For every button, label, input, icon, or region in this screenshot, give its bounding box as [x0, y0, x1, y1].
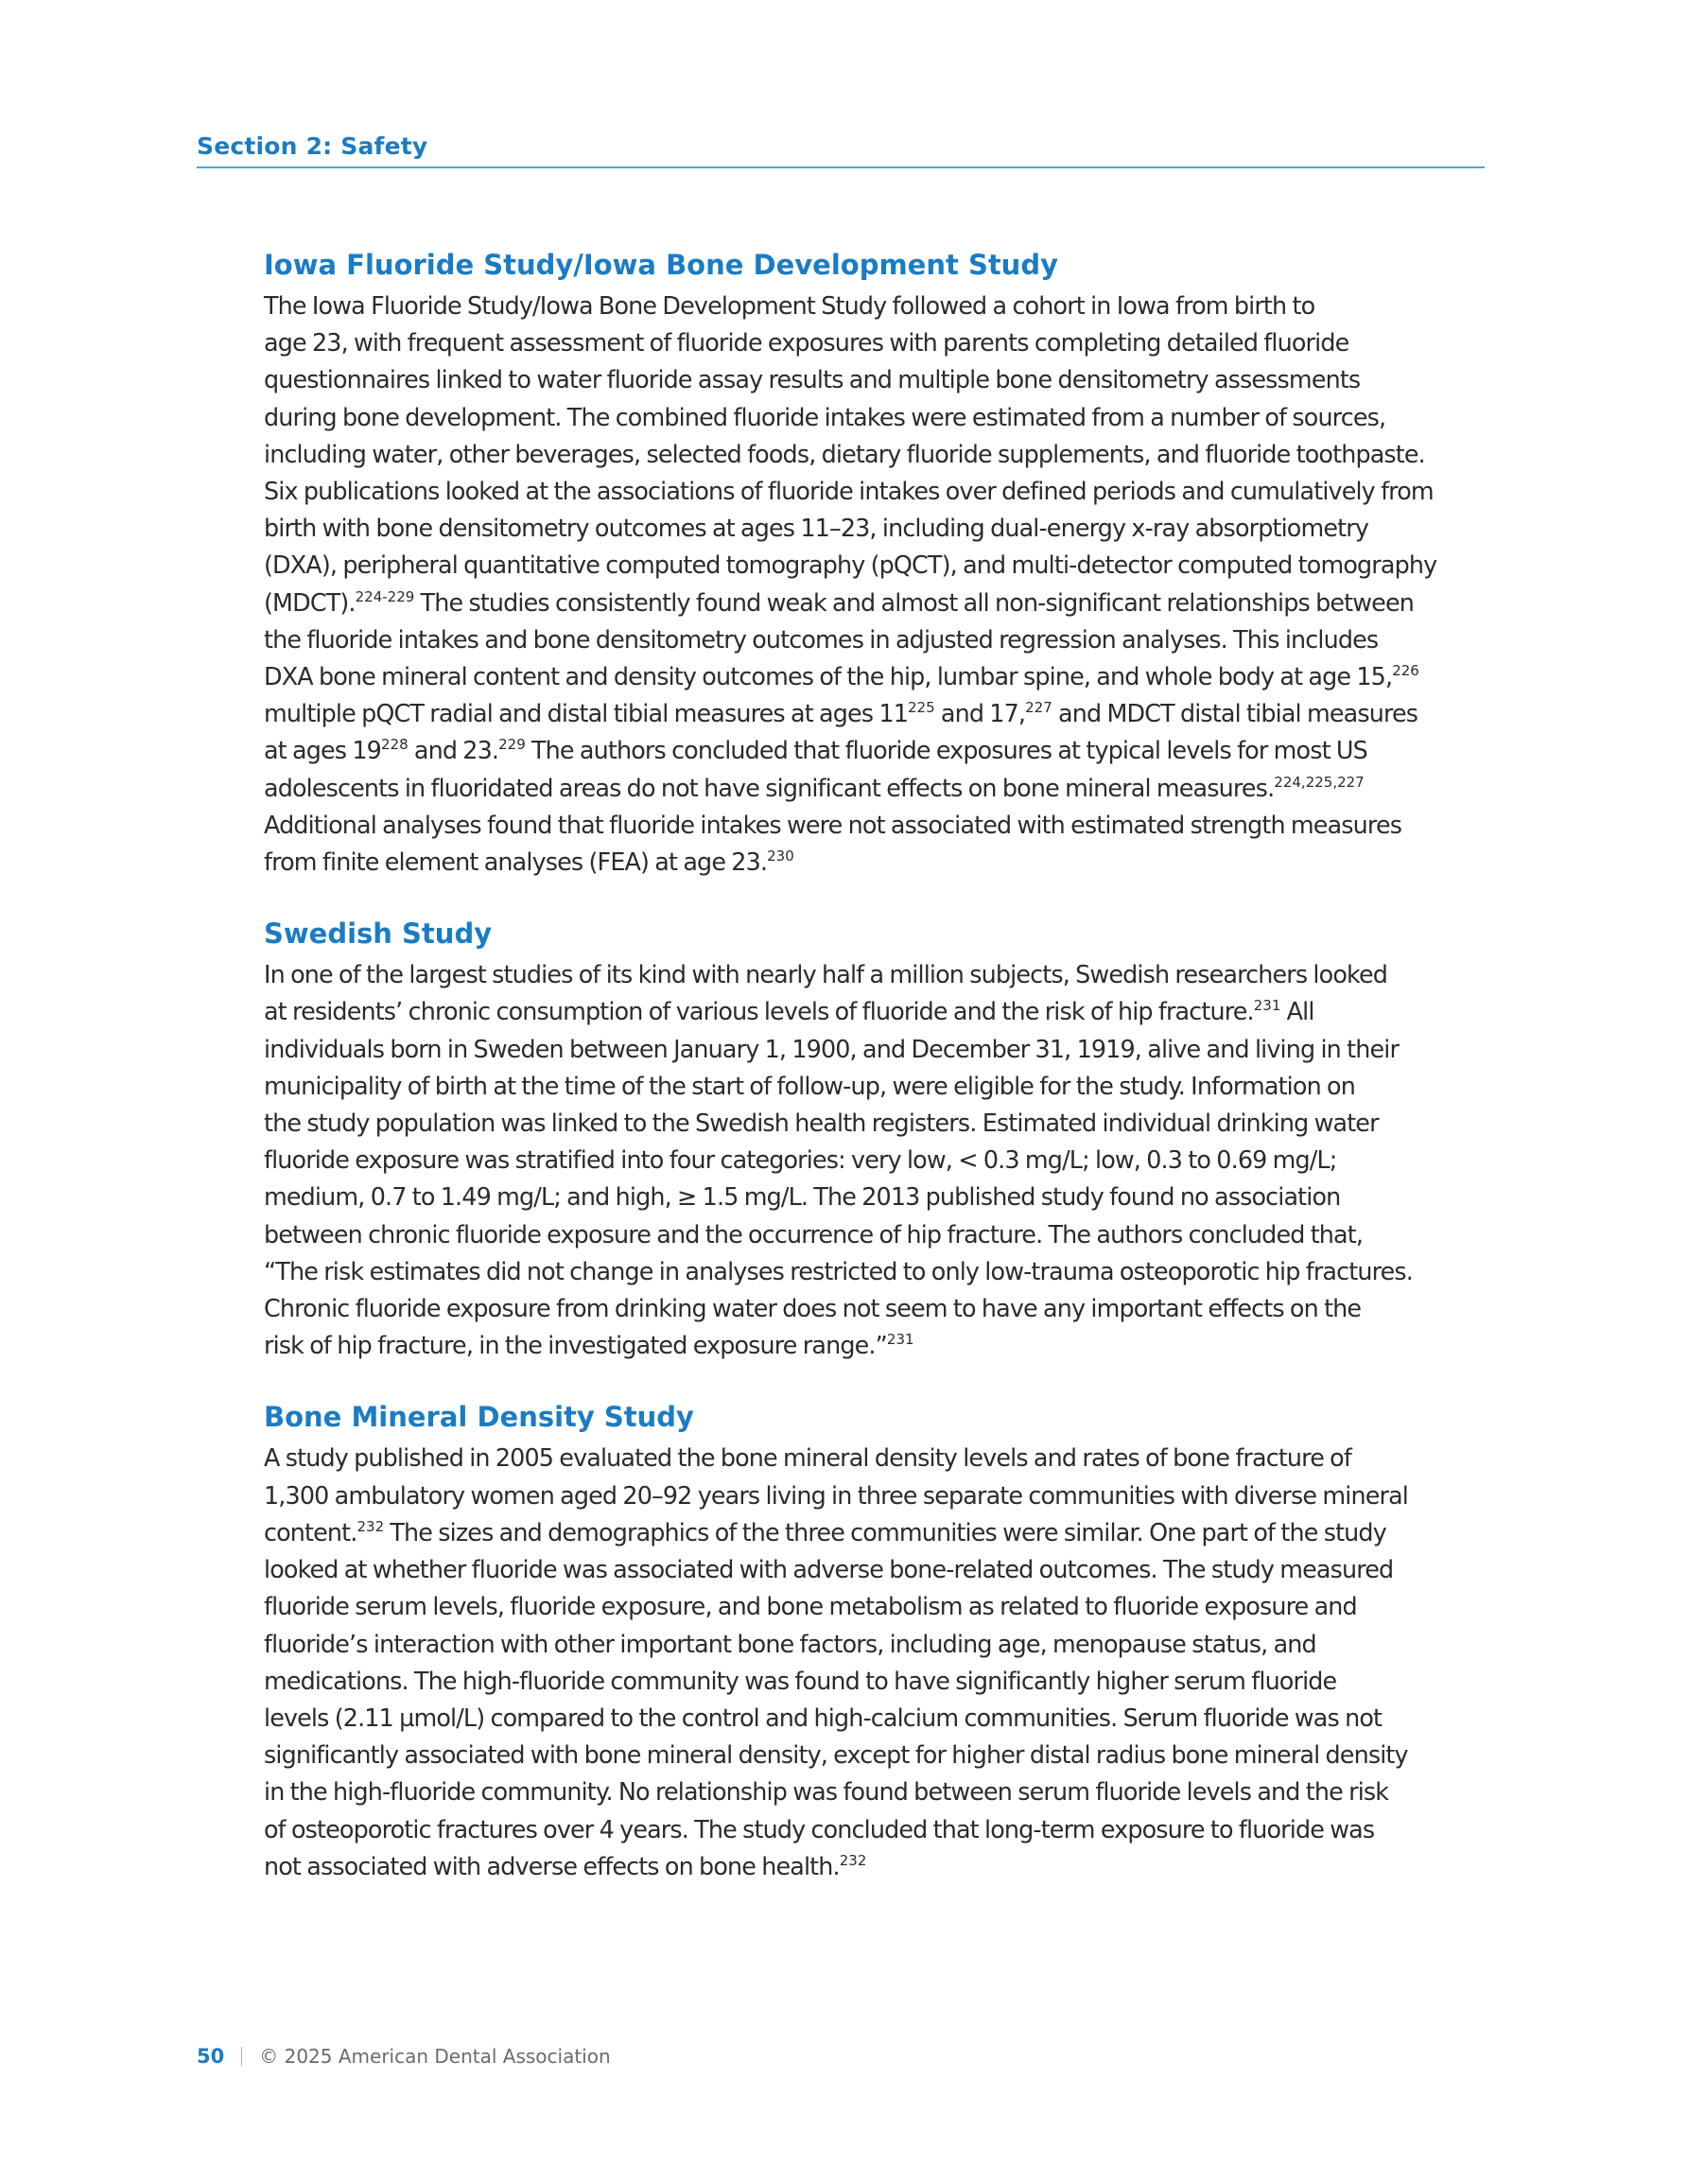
text-line: at ages $19^{228}$ and 23.$^{229}$ The authors concluded that fluoride exposures at typical levels for most US: [264, 736, 1367, 765]
citation-superscript: 232: [357, 1517, 385, 1535]
text-line: “The risk estimates did not change in analyses restricted to only low-trauma osteoporotic hip fractures.: [264, 1256, 1413, 1285]
text-line: DXA bone mineral content and density outcomes of the hip, lumbar spine, and whole body at age 15,$^{226}$: [264, 662, 1419, 691]
main-content: [264, 246, 1493, 1919]
text-line: Additional analyses found that fluoride intakes were not associated with estimated strength measures: [264, 810, 1402, 839]
footer-divider: [241, 2047, 242, 2066]
text-line: (MDCT).$^{224-229}$ The studies consistently found weak and almost all non-significant relationships between: [264, 587, 1414, 617]
text-line: In one of the largest studies of its kind with nearly half a million subjects, Swedish researchers looked: [264, 960, 1387, 989]
section-body: [264, 1440, 1493, 1884]
section-heading: Bone Mineral Density Study: [264, 1401, 694, 1434]
section-bone-mineral-density-study: [264, 1398, 1493, 1884]
text-line: looked at whether fluoride was associated with adverse bone-related outcomes. The study measured: [264, 1555, 1394, 1584]
text-line: fluoride serum levels, fluoride exposure, and bone metabolism as related to fluoride exposure and: [264, 1592, 1357, 1621]
citation-superscript: 227: [1025, 699, 1052, 717]
text-line: of osteoporotic fractures over 4 years. The study concluded that long-term exposure to fluoride was: [264, 1814, 1375, 1843]
text-line: at residents’ chronic consumption of various levels of fluoride and the risk of hip fracture.$^{231}$ All: [264, 997, 1314, 1026]
header-divider: [197, 166, 1485, 168]
section-body: [264, 956, 1493, 1364]
section-swedish-study: [264, 915, 1493, 1364]
section-heading: Iowa Fluoride Study/Iowa Bone Development Study: [264, 249, 1058, 281]
text-line: individuals born in Sweden between January 1, 1900, and December 31, 1919, alive and living in their: [264, 1034, 1400, 1063]
text-line: levels (2.11 µmol/L) compared to the control and high-calcium communities. Serum fluoride was not: [264, 1703, 1383, 1732]
text-line: significantly associated with bone mineral density, except for higher distal radius bone mineral density: [264, 1740, 1408, 1770]
section-header: Section 2: Safety: [197, 132, 428, 160]
text-line: from finite element analyses (FEA) at age 23.$^{230}$: [264, 847, 794, 877]
citation-superscript: 228: [381, 736, 409, 754]
section-body: [264, 288, 1493, 881]
text-line: not associated with adverse effects on bone health.$^{232}$: [264, 1851, 867, 1880]
text-line: Chronic fluoride exposure from drinking water does not seem to have any important effects on the: [264, 1294, 1362, 1323]
text-line: multiple pQCT radial and distal tibial measures at ages $11^{225}$ and 17,$^{227}$ and MDCT distal tibial measures: [264, 699, 1418, 728]
text-line: birth with bone densitometry outcomes at ages 11–23, including dual-energy x-ray absorptiometry: [264, 514, 1369, 543]
citation-superscript: 231: [1253, 997, 1281, 1015]
text-line: in the high-fluoride community. No relationship was found between serum fluoride levels and the risk: [264, 1777, 1389, 1807]
section-heading: Swedish Study: [264, 917, 493, 951]
page-footer: [197, 2045, 611, 2068]
text-line: The Iowa Fluoride Study/Iowa Bone Development Study followed a cohort in Iowa from birth to: [264, 291, 1315, 320]
text-line: 1,300 ambulatory women aged 20–92 years living in three separate communities with diverse mineral: [264, 1480, 1408, 1510]
citation-superscript: 225: [908, 699, 935, 717]
citation-superscript: 224-229: [355, 587, 415, 605]
text-line: the study population was linked to the Swedish health registers. Estimated individual drinking water: [264, 1109, 1379, 1138]
text-line: A study published in 2005 evaluated the bone mineral density levels and rates of bone fracture of: [264, 1443, 1351, 1473]
text-line: including water, other beverages, selected foods, dietary fluoride supplements, and fluoride toothpaste.: [264, 439, 1425, 468]
text-line: risk of hip fracture, in the investigated exposure range.”$^{231}$: [264, 1331, 914, 1360]
text-line: between chronic fluoride exposure and the occurrence of hip fracture. The authors concluded that,: [264, 1219, 1364, 1249]
citation-superscript: 224,225,227: [1274, 773, 1365, 791]
text-line: questionnaires linked to water fluoride assay results and multiple bone densitometry assessments: [264, 365, 1361, 394]
citation-superscript: 230: [767, 847, 794, 865]
text-line: content.$^{232}$ The sizes and demographics of the three communities were similar. One part of the study: [264, 1517, 1386, 1546]
page-number: 50: [197, 2045, 225, 2068]
text-line: Six publications looked at the associations of fluoride intakes over defined periods and cumulatively from: [264, 477, 1434, 506]
text-line: (DXA), peripheral quantitative computed tomography (pQCT), and multi-detector computed tomography: [264, 550, 1437, 580]
text-line: municipality of birth at the time of the start of follow-up, were eligible for the study. Information on: [264, 1071, 1355, 1100]
citation-superscript: 231: [886, 1331, 914, 1349]
text-line: age 23, with frequent assessment of fluoride exposures with parents completing detailed fluoride: [264, 328, 1349, 358]
citation-superscript: 229: [498, 736, 526, 754]
text-line: fluoride’s interaction with other important bone factors, including age, menopause status, and: [264, 1629, 1316, 1658]
citation-superscript: 226: [1392, 662, 1419, 680]
text-line: adolescents in fluoridated areas do not have significant effects on bone mineral measures.$^{224,225,227}$: [264, 773, 1365, 802]
text-line: the fluoride intakes and bone densitometry outcomes in adjusted regression analyses. This includes: [264, 624, 1379, 654]
text-line: fluoride exposure was stratified into four categories: very low, < 0.3 mg/L; low, 0.3 to 0.69 mg/L;: [264, 1145, 1337, 1175]
text-line: during bone development. The combined fluoride intakes were estimated from a number of sources,: [264, 402, 1386, 431]
section-iowa-study: [264, 246, 1493, 881]
text-line: medium, 0.7 to 1.49 mg/L; and high, ≥ 1.5 mg/L. The 2013 published study found no association: [264, 1182, 1341, 1212]
copyright-text: © 2025 American Dental Association: [259, 2045, 611, 2068]
text-line: medications. The high-fluoride community was found to have significantly higher serum fluoride: [264, 1666, 1337, 1695]
citation-superscript: 232: [839, 1851, 867, 1869]
